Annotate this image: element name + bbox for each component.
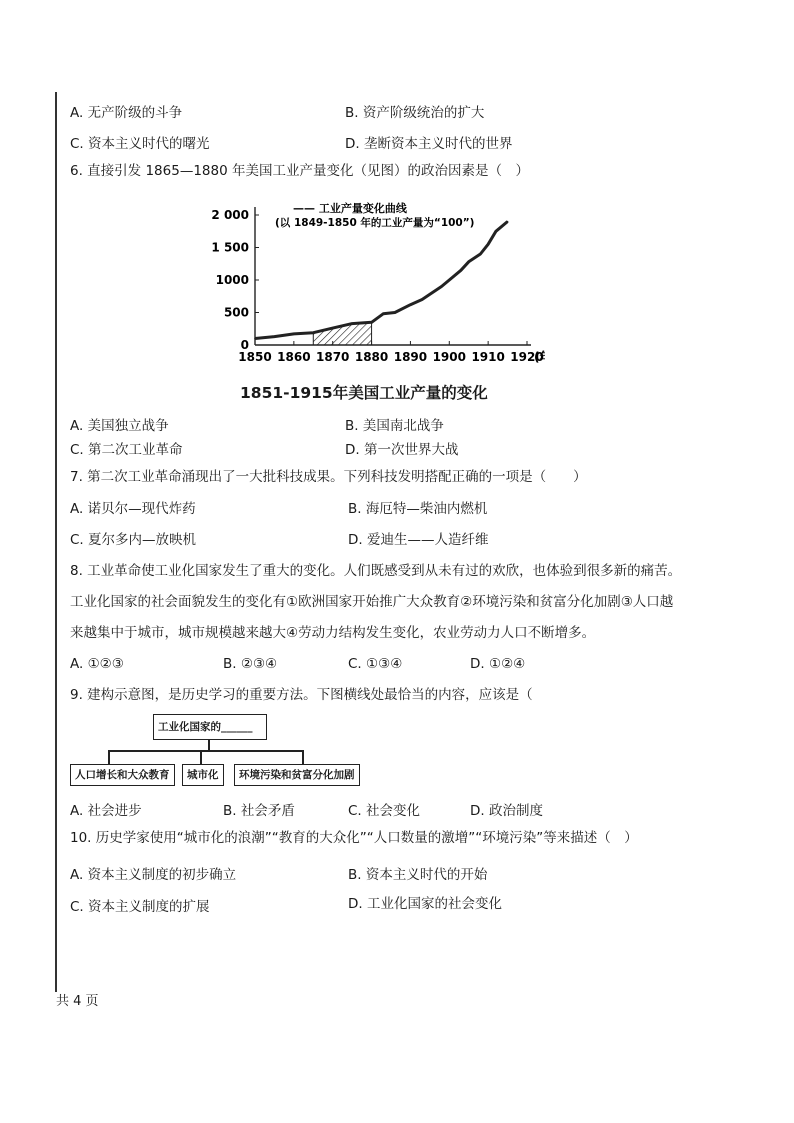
q9-option-a[interactable]: A. 社会进步 — [70, 803, 142, 819]
x-tick-label: 1850 — [238, 350, 272, 364]
q9-option-b[interactable]: B. 社会矛盾 — [223, 803, 295, 819]
q7-option-b[interactable]: B. 海厄特—柴油内燃机 — [348, 501, 488, 517]
q9-option-d[interactable]: D. 政治制度 — [470, 803, 543, 819]
x-tick-label: 1870 — [316, 350, 350, 364]
q9-option-c[interactable]: C. 社会变化 — [348, 803, 421, 819]
x-tick-label: 1920 — [510, 350, 544, 364]
q7-option-a[interactable]: A. 诺贝尔—现代炸药 — [70, 501, 196, 517]
legend-label: —— 工业产量变化曲线 — [293, 202, 407, 215]
diagram-box-urbanization: 城市化 — [182, 764, 224, 786]
output-data-point — [293, 333, 295, 335]
q6-stem: 6. 直接引发 1865—1880 年美国工业产量变化（见图）的政治因素是（ ） — [70, 163, 529, 179]
q5-option-a[interactable]: A. 无产阶级的斗争 — [70, 105, 183, 121]
x-tick-label: 1910 — [471, 350, 505, 364]
diagram-connector-right — [302, 750, 304, 764]
output-data-point — [382, 313, 384, 315]
q8-option-a[interactable]: A. ①②③ — [70, 656, 124, 672]
diagram-connector-horizontal — [108, 750, 303, 752]
margin-line — [55, 92, 57, 992]
q7-option-c[interactable]: C. 夏尔多内—放映机 — [70, 532, 197, 548]
output-data-point — [274, 336, 276, 338]
q8-stem-line2: 工业化国家的社会面貌发生的变化有①欧洲国家开始推广大众教育②环境污染和贫富分化加剧③人口越 — [70, 594, 674, 610]
q5-option-c[interactable]: C. 资本主义时代的曙光 — [70, 136, 210, 152]
output-data-point — [460, 269, 462, 271]
q10-option-d[interactable]: D. 工业化国家的社会变化 — [348, 896, 502, 912]
y-tick-label: 1000 — [215, 273, 249, 287]
output-data-point — [371, 321, 373, 323]
diagram-connector-middle — [200, 750, 202, 764]
q10-option-b[interactable]: B. 资本主义时代的开始 — [348, 867, 488, 883]
output-data-point — [421, 299, 423, 301]
output-data-point — [254, 338, 256, 340]
q8-option-b[interactable]: B. ②③④ — [223, 656, 278, 672]
x-tick-label: 1890 — [393, 350, 428, 364]
q5-option-b[interactable]: B. 资产阶级统治的扩大 — [345, 105, 485, 121]
output-data-point — [441, 286, 443, 288]
concept-diagram — [70, 712, 370, 792]
diagram-box-population-education: 人口增长和大众教育 — [70, 764, 175, 786]
output-data-point — [351, 323, 353, 325]
q8-stem-line3: 来越集中于城市，城市规模越来越大④劳动力结构发生变化，农业劳动力人口不断增多。 — [70, 625, 596, 641]
x-tick-label: 1860 — [277, 350, 311, 364]
y-tick-label: 1 500 — [211, 240, 249, 255]
output-data-point — [429, 294, 431, 296]
chart-svg — [205, 195, 545, 380]
q6-option-c[interactable]: C. 第二次工业革命 — [70, 442, 183, 458]
q8-stem-line1: 8. 工业革命使工业化国家发生了重大的变化。人们既感受到从未有过的欢欣，也体验到很多新的痛苦。 — [70, 563, 682, 579]
y-tick-label: 2 000 — [211, 208, 249, 222]
chart-title: 1851-1915年美国工业产量的变化 — [240, 384, 488, 402]
output-data-point — [480, 253, 482, 255]
q9-stem: 9. 建构示意图，是历史学习的重要方法。下图横线处最恰当的内容，应该是（ — [70, 687, 533, 703]
q10-stem: 10. 历史学家使用“城市化的浪潮”“教育的大众化”“人口数量的激增”“环境污染”等来描述（ ） — [70, 830, 638, 846]
x-axis-unit: ( — [534, 350, 540, 364]
q7-stem: 7. 第二次工业革命涌现出了一大批科技成果。下列科技发明搭配正确的一项是（ ） — [70, 469, 587, 485]
output-data-point — [410, 304, 412, 306]
x-tick-label: 1900 — [432, 350, 466, 364]
y-tick-label: 500 — [223, 305, 249, 320]
q10-option-a[interactable]: A. 资本主义制度的初步确立 — [70, 867, 237, 883]
diagram-connector-vertical — [208, 740, 210, 750]
diagram-box-pollution-inequality: 环境污染和贫富分化加剧 — [234, 764, 360, 786]
diagram-top-box: 工业化国家的______ — [153, 714, 267, 740]
y-tick-label: 0 — [240, 338, 249, 352]
q10-option-c[interactable]: C. 资本主义制度的扩展 — [70, 899, 210, 915]
output-data-point — [312, 332, 314, 334]
output-data-point — [495, 230, 497, 232]
q6-option-a[interactable]: A. 美国独立战争 — [70, 418, 169, 434]
q6-option-d[interactable]: D. 第一次世界大战 — [345, 442, 459, 458]
legend-note: (以 1849-1850 年的工业产量为“100”) — [275, 217, 475, 229]
page-footer: 共 4 页 — [56, 994, 99, 1009]
output-data-point — [468, 261, 470, 263]
x-tick-label: 1880 — [354, 350, 389, 364]
output-data-point — [448, 279, 450, 281]
q8-option-c[interactable]: C. ①③④ — [348, 656, 403, 672]
output-series-line — [255, 222, 508, 339]
q7-option-d[interactable]: D. 爱迪生——人造纤维 — [348, 532, 489, 548]
q8-option-d[interactable]: D. ①②④ — [470, 656, 526, 672]
q6-option-b[interactable]: B. 美国南北战争 — [345, 418, 444, 434]
output-data-point — [507, 221, 509, 223]
output-data-point — [332, 327, 334, 329]
output-data-point — [394, 312, 396, 314]
q5-option-d[interactable]: D. 垄断资本主义时代的世界 — [345, 136, 513, 152]
output-data-point — [487, 243, 489, 245]
industrial-output-chart — [205, 195, 545, 405]
diagram-connector-left — [108, 750, 110, 764]
